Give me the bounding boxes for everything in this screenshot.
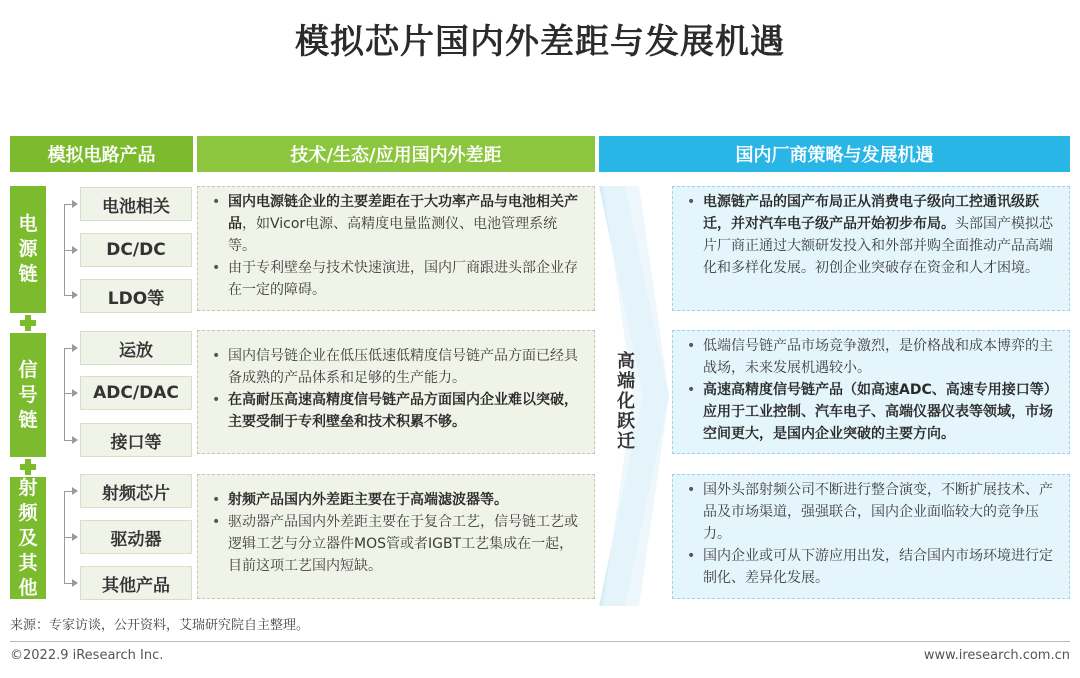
category-power-chain [10, 186, 46, 313]
copyright: ©2022.9 iResearch Inc. [10, 648, 164, 663]
sub-item-opamp: 运放 [80, 331, 192, 365]
strategy-box-rf [672, 474, 1070, 599]
list-item: • 国内企业或可从下游应用出发，结合国内市场环境进行定制化、差异化发展。 [683, 545, 1059, 589]
category-rf-others [10, 477, 46, 599]
gap-box-signal [197, 330, 595, 454]
site-url[interactable]: www.iresearch.com.cn [923, 648, 1070, 663]
list-item: • 国内电源链企业的主要差距在于大功率产品与电池相关产品，如Vicor电源、高精度电量监测仪、电池管理系统等。 [208, 191, 584, 257]
list-item: • 在高耐压高速高精度信号链产品方面国内企业难以突破，主要受制于专利壁垒和技术积累不够。 [208, 389, 584, 433]
category-signal-chain [10, 333, 46, 457]
sub-item-rf-chip: 射频芯片 [80, 474, 192, 508]
list-item: • 低端信号链产品市场竞争激烈，是价格战和成本博弈的主战场，未来发展机遇较小。 [683, 335, 1059, 379]
sub-item-dcdc: DC/DC [80, 233, 192, 267]
tree-connector [46, 186, 80, 313]
category-label: 射频及其他 [18, 476, 38, 599]
header-strategy: 国内厂商策略与发展机遇 [599, 136, 1070, 172]
category-label: 信号链 [18, 358, 38, 431]
sub-item-ldo: LDO等 [80, 279, 192, 313]
list-item: • 射频产品国内外差距主要在于高端滤波器等。 [208, 489, 584, 511]
plus-icon [20, 459, 36, 475]
gap-box-rf [197, 474, 595, 599]
list-item: • 驱动器产品国内外差距主要在于复合工艺，信号链工艺或逻辑工艺与分立器件MOS管或者IGBT工艺集成在一起，目前这项工艺国内短缺。 [208, 511, 584, 577]
category-label: 电源链 [18, 213, 38, 285]
list-item: • 由于专利壁垒与技术快速演进，国内厂商跟进头部企业存在一定的障碍。 [208, 257, 584, 301]
sub-item-battery: 电池相关 [80, 187, 192, 221]
sub-item-adc-dac: ADC/DAC [80, 376, 192, 410]
tree-connector [46, 477, 80, 599]
header-gap: 技术/生态/应用国内外差距 [197, 136, 595, 172]
source-note: 来源：专家访谈，公开资料，艾瑞研究院自主整理。 [10, 618, 310, 633]
footer-divider [10, 641, 1070, 642]
list-item: • 高速高精度信号链产品（如高速ADC、高速专用接口等）应用于工业控制、汽车电子、高端仪器仪表等领域，市场空间更大，是国内企业突破的主要方向。 [683, 379, 1059, 445]
sub-item-driver: 驱动器 [80, 520, 192, 554]
tree-connector [46, 333, 80, 457]
header-analog-products: 模拟电路产品 [10, 136, 193, 172]
gap-box-power [197, 186, 595, 311]
strategy-box-signal [672, 330, 1070, 454]
page-title: 模拟芯片国内外差距与发展机遇 [295, 22, 785, 62]
sub-item-interface: 接口等 [80, 423, 192, 457]
list-item: • 国内信号链企业在低压低速低精度信号链产品方面已经具备成熟的产品体系和足够的生产能力。 [208, 345, 584, 389]
list-item: • 电源链产品的国产布局正从消费电子级向工控通讯级跃迁，并对汽车电子级产品开始初步布局。头部国产模拟芯片厂商正通过大额研发投入和外部并购全面推动产品高端化和多样化发展。初创企业突破存在资金和人才困境。 [683, 191, 1059, 279]
sub-item-other: 其他产品 [80, 566, 192, 600]
strategy-box-power [672, 186, 1070, 311]
plus-icon [20, 315, 36, 331]
list-item: • 国外头部射频公司不断进行整合演变，不断扩展技术、产品及市场渠道，强强联合，国内企业面临较大的竞争压力。 [683, 479, 1059, 545]
upgrade-label: 高端化跃迁 [617, 351, 635, 452]
